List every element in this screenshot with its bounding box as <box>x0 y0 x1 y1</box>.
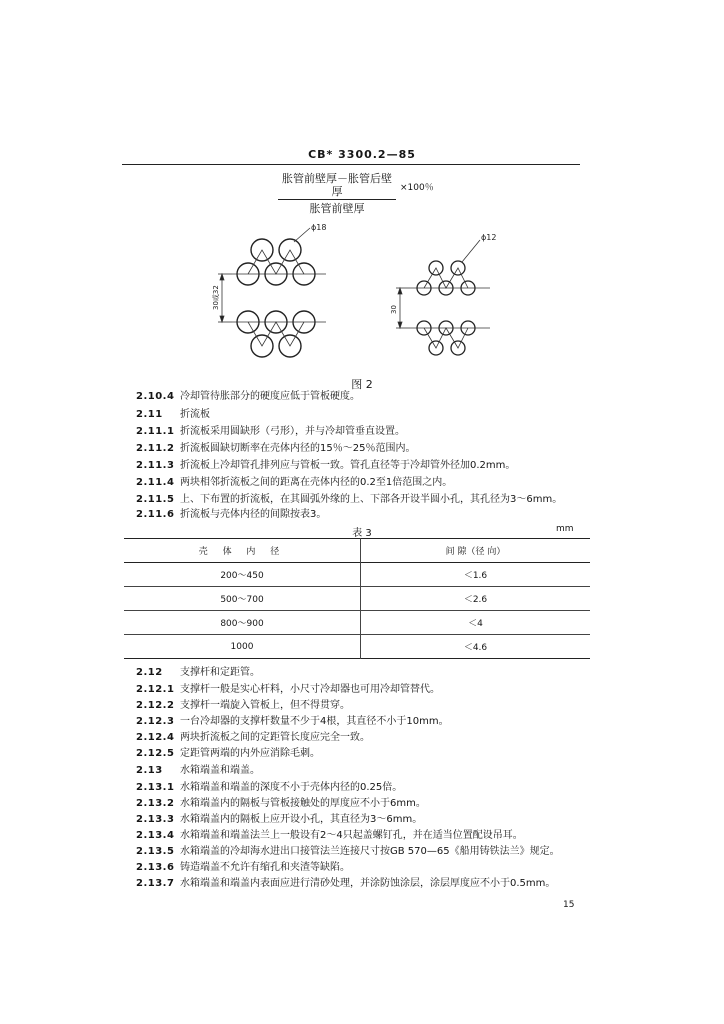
column-header-shell-diameter: 壳 体 内 径 <box>124 539 361 563</box>
tube-layout-left-diagram <box>210 214 350 374</box>
clause-2-13-6: 2.13.6 铸造端盖不允许有缩孔和夹渣等缺陷。 <box>136 862 350 873</box>
clearance-table <box>124 538 590 659</box>
formula-multiplier: ×100％ <box>400 183 434 193</box>
formula-denominator: 胀管前壁厚 <box>309 202 365 215</box>
right-diameter-label: ϕ12 <box>481 233 497 242</box>
left-spacing-label: 30或32 <box>212 285 220 310</box>
table-cell: ＜1.6 <box>463 571 488 581</box>
table-cell: 500～700 <box>124 587 361 611</box>
clause-2-12-2: 2.12.2 支撑杆一端旋入管板上，但不得贯穿。 <box>136 700 350 711</box>
clause-2-13-2: 2.13.2 水箱端盖内的隔板与管板接触处的厚度应不小于6mm。 <box>136 798 426 809</box>
clause-2-12-5: 2.12.5 定距管两端的内外应消除毛刺。 <box>136 748 320 759</box>
header-rule <box>122 164 580 165</box>
clause-2-11-3: 2.11.3 折流板上冷却管孔排列应与管板一致。管孔直径等于冷却管外径加0.2mm。 <box>136 460 516 471</box>
table-cell: 200～450 <box>124 563 361 587</box>
clause-2-11-1: 2.11.1 折流板采用圆缺形（弓形），并与冷却管垂直设置。 <box>136 426 405 437</box>
table-header-row <box>124 539 590 563</box>
clause-2-13: 2.13 水箱端盖和端盖。 <box>136 765 260 776</box>
formula-numerator: 胀管前壁厚－胀管后壁厚 <box>278 172 396 200</box>
right-spacing-label: 30 <box>390 305 398 314</box>
clause-2-12-4: 2.12.4 两块折流板之间的定距管长度应完全一致。 <box>136 732 370 743</box>
table-unit: mm <box>556 524 574 534</box>
clause-2-12-1: 2.12.1 支撑杆一般是实心杆料，小尺寸冷却器也可用冷却管替代。 <box>136 684 440 695</box>
tube-layout-right-diagram <box>388 226 508 366</box>
clause-2-11: 2.11 折流板 <box>136 409 210 420</box>
column-header-clearance: 间 隙（径 向） <box>445 547 506 557</box>
standard-code: CB* 3300.2—85 <box>308 148 416 161</box>
table-row <box>124 587 590 611</box>
table-cell: 1000 <box>124 635 361 659</box>
table-row <box>124 563 590 587</box>
table-cell: ＜2.6 <box>463 595 488 605</box>
table-cell: ＜4.6 <box>463 643 488 653</box>
figure-caption: 图 2 <box>351 378 373 391</box>
clause-2-12-3: 2.12.3 一台冷却器的支撑杆数量不少于4根，其直径不小于10mm。 <box>136 716 449 727</box>
clause-2-13-5: 2.13.5 水箱端盖的冷却海水进出口接管法兰连接尺寸按GB 570—65《船用铸铁法兰》规定。 <box>136 846 560 857</box>
left-diameter-label: ϕ18 <box>311 223 327 232</box>
formula-fraction <box>278 172 396 215</box>
clause-2-11-5: 2.11.5 上、下布置的折流板，在其圆弧外缘的上、下部各开设半圆小孔，其孔径为3～6mm。 <box>136 494 563 505</box>
clause-2-10-4: 2.10.4 冷却管待胀部分的硬度应低于管板硬度。 <box>136 391 360 402</box>
clause-2-13-4: 2.13.4 水箱端盖和端盖法兰上一般设有2～4只起盖螺钉孔，并在适当位置配设吊耳。 <box>136 830 523 841</box>
table-title: 表 3 <box>352 528 372 539</box>
table-row <box>124 611 590 635</box>
clause-2-12: 2.12 支撑杆和定距管。 <box>136 667 260 678</box>
page-number: 15 <box>563 900 575 910</box>
table-row <box>124 635 590 659</box>
clause-2-11-4: 2.11.4 两块相邻折流板之间的距离在壳体内径的0.2至1倍范围之内。 <box>136 477 453 488</box>
clause-2-11-6: 2.11.6 折流板与壳体内径的间隙按表3。 <box>136 509 327 520</box>
clause-2-13-3: 2.13.3 水箱端盖内的隔板上应开设小孔，其直径为3～6mm。 <box>136 814 423 825</box>
clause-2-13-7: 2.13.7 水箱端盖和端盖内表面应进行清砂处理，并涂防蚀涂层，涂层厚度应不小于0.5mm。 <box>136 878 556 889</box>
clause-2-13-1: 2.13.1 水箱端盖和端盖的深度不小于壳体内径的0.25倍。 <box>136 782 403 793</box>
table-cell: ＜4 <box>468 619 483 629</box>
clause-2-11-2: 2.11.2 折流板圆缺切断率在壳体内径的15％～25％范围内。 <box>136 443 416 454</box>
table-cell: 800～900 <box>124 611 361 635</box>
